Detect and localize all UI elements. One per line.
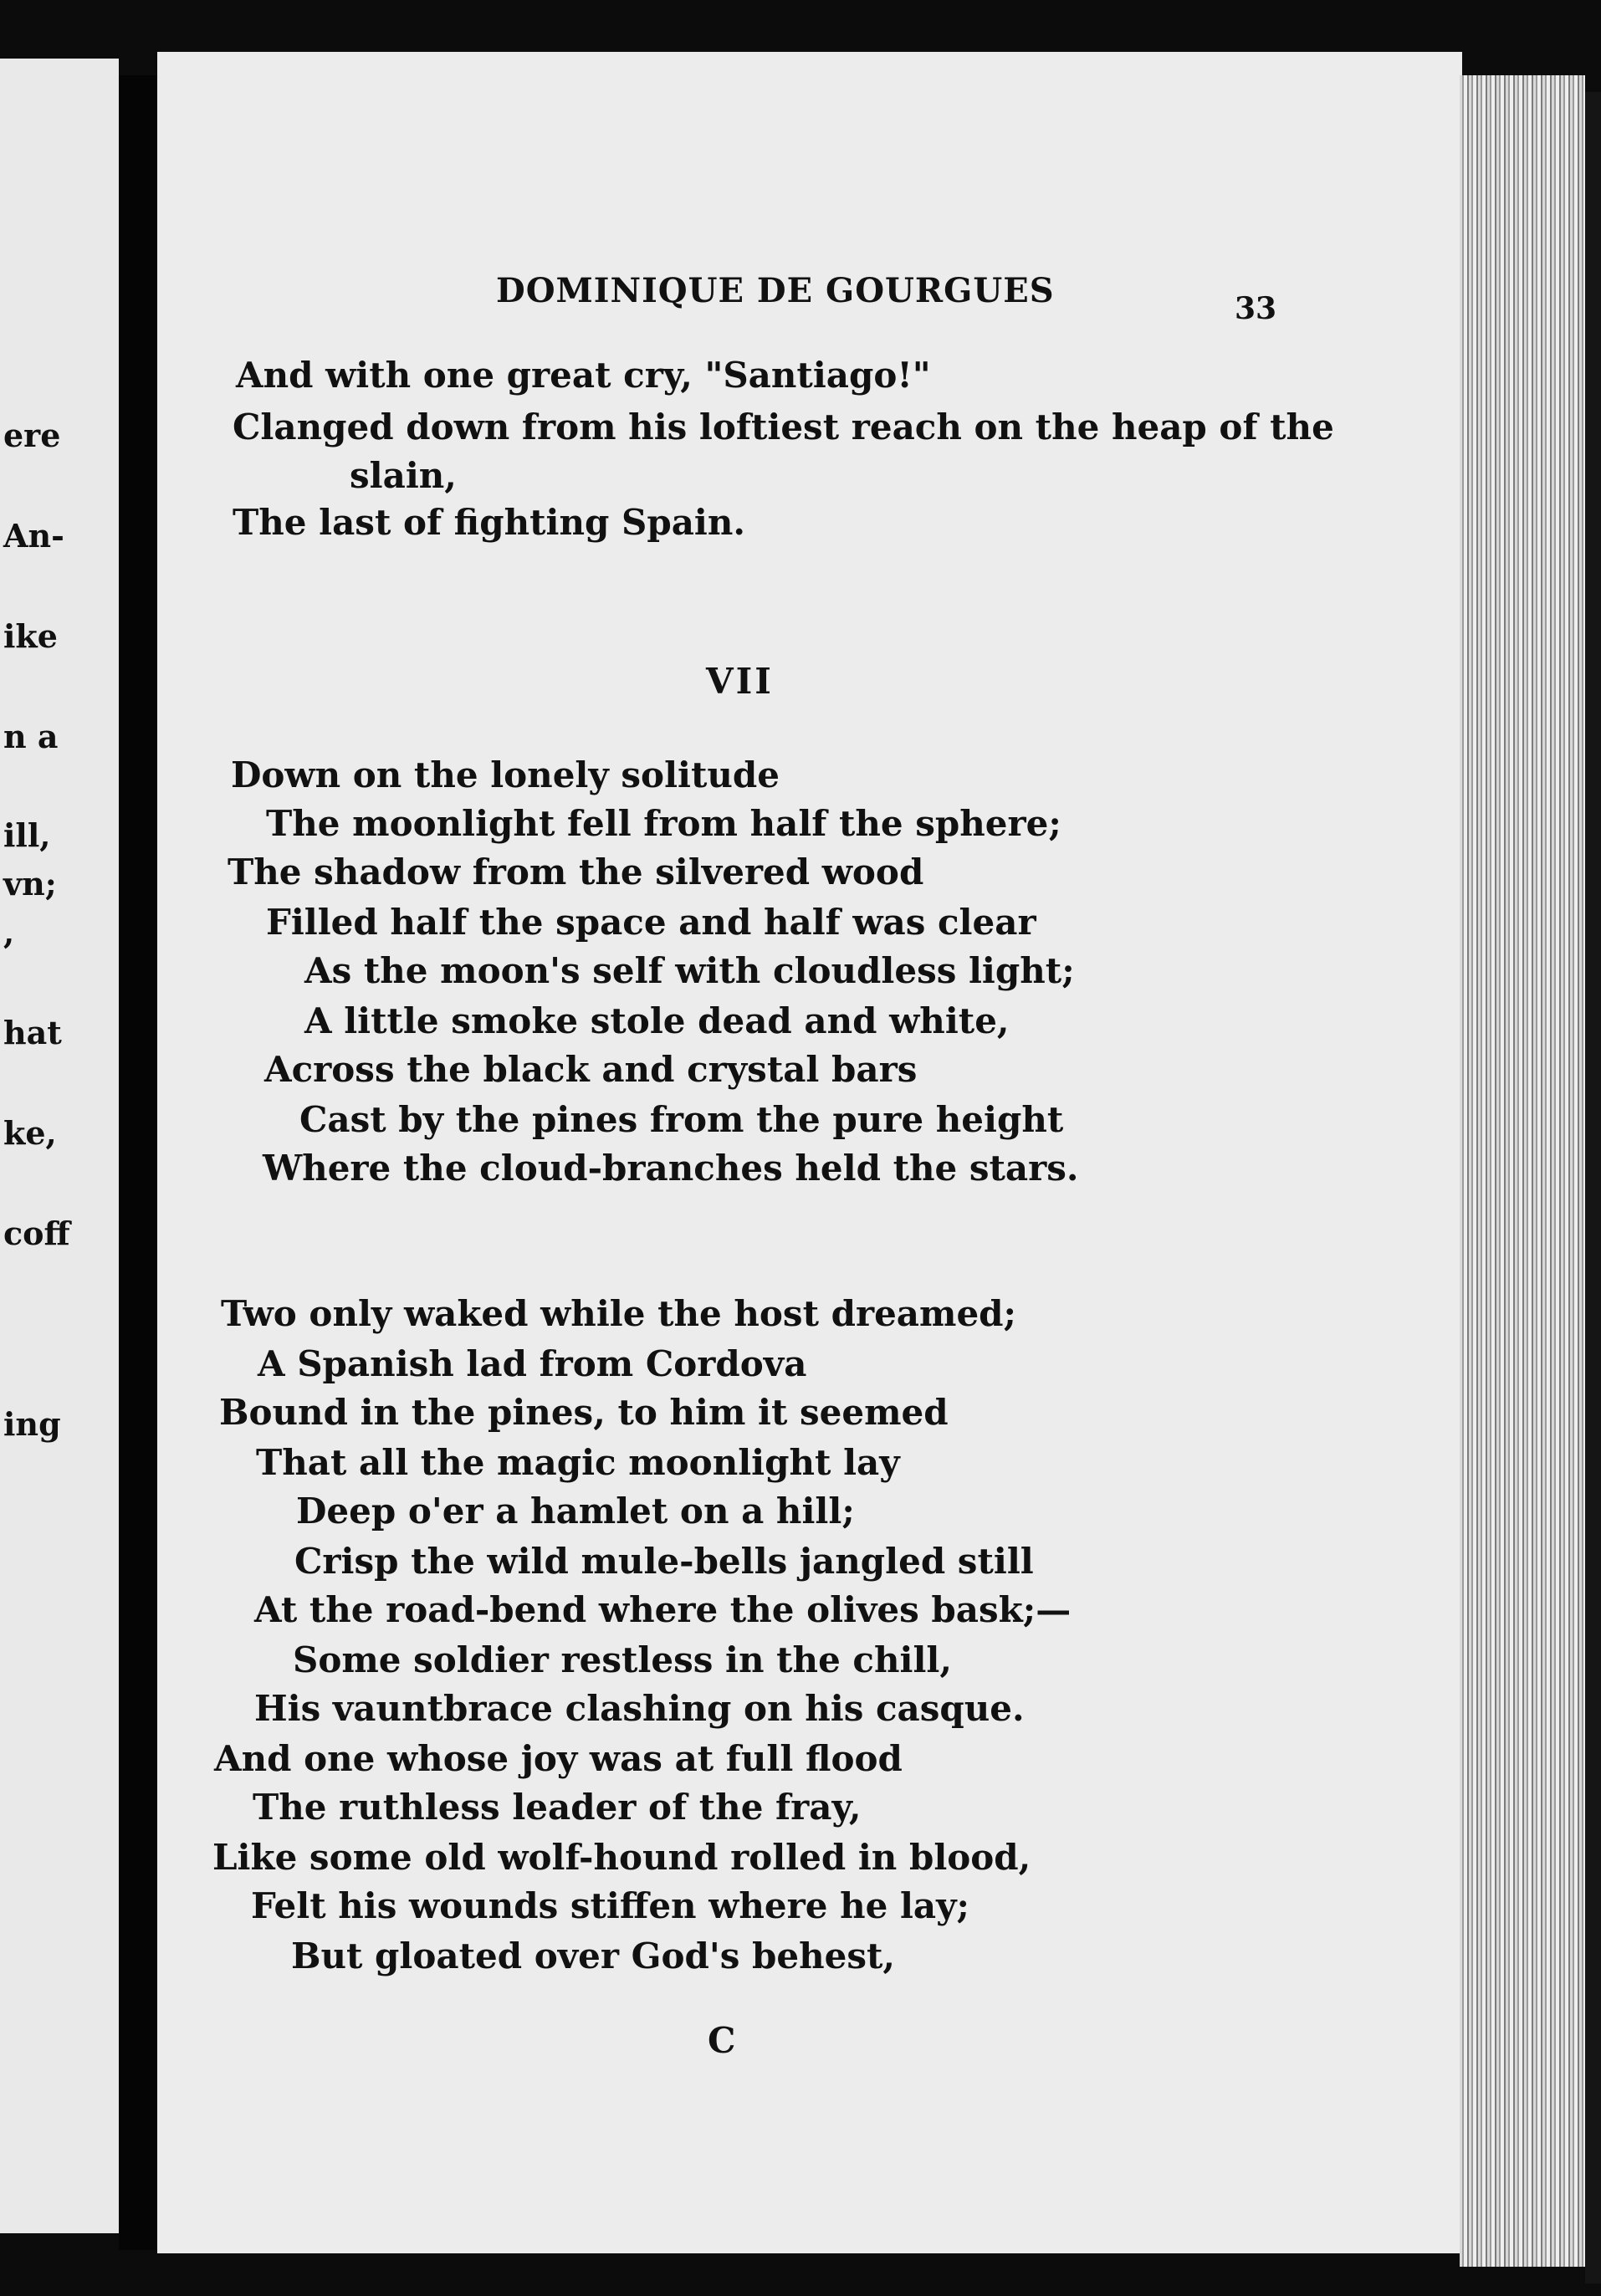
poem-line: A little smoke stole dead and white,: [304, 1000, 1010, 1041]
poem-line: At the road-bend where the olives bask;—: [254, 1589, 1072, 1630]
poem-line: Across the black and crystal bars: [264, 1049, 918, 1090]
poem-line: Crisp the wild mule-bells jangled still: [294, 1541, 1034, 1582]
left-facing-page: [0, 59, 119, 2233]
poem-line: The ruthless leader of the fray,: [253, 1787, 862, 1828]
poem-line: His vauntbrace clashing on his casque.: [254, 1688, 1025, 1729]
poem-line: Deep o'er a hamlet on a hill;: [296, 1491, 855, 1532]
poem-line: Bound in the pines, to him it seemed: [219, 1392, 949, 1433]
left-page-fragment: n a: [3, 718, 59, 755]
poem-line: Filled half the space and half was clear: [266, 902, 1036, 943]
left-page-fragment: An-: [3, 517, 64, 555]
poem-line: Where the cloud-branches held the stars.: [263, 1148, 1079, 1189]
poem-line: And with one great cry, "Santiago!": [236, 355, 931, 396]
poem-line: A Spanish lad from Cordova: [258, 1343, 807, 1384]
book-cover-edge: [1585, 92, 1601, 2283]
poem-line: Two only waked while the host dreamed;: [221, 1293, 1017, 1334]
left-page-fragment: coff: [3, 1214, 70, 1252]
poem-line: The shadow from the silvered wood: [228, 851, 924, 892]
poem-line: The moonlight fell from half the sphere;: [266, 803, 1061, 844]
left-page-fragment: vn;: [3, 865, 57, 903]
poem-line: slain,: [350, 455, 457, 496]
poem-line: Felt his wounds stiffen where he lay;: [251, 1885, 970, 1926]
left-page-fragment: ke,: [3, 1114, 57, 1152]
poem-line: As the moon's self with cloudless light;: [304, 950, 1075, 991]
poem-line: Cast by the pines from the pure height: [299, 1099, 1064, 1140]
page-edges: [1460, 75, 1585, 2267]
left-page-fragment: ill,: [3, 816, 51, 854]
signature-mark: C: [708, 2020, 736, 2061]
poem-line: Like some old wolf-hound rolled in blood,: [212, 1837, 1031, 1878]
poem-line: Some soldier restless in the chill,: [293, 1639, 953, 1680]
poem-line: Down on the lonely solitude: [231, 754, 780, 795]
poem-line: And one whose joy was at full flood: [214, 1738, 903, 1779]
left-page-fragment: ,: [3, 913, 15, 951]
left-page-fragment: ing: [3, 1405, 61, 1443]
poem-line: But gloated over God's behest,: [291, 1935, 895, 1976]
poem-line: Clanged down from his loftiest reach on the heap of the: [233, 407, 1334, 447]
left-page-fragment: ere: [3, 417, 61, 454]
running-head: DOMINIQUE DE GOURGUES: [496, 271, 1055, 310]
page-number: 33: [1235, 291, 1277, 326]
left-page-fragment: ike: [3, 617, 58, 655]
poem-line: The last of fighting Spain.: [233, 502, 746, 543]
section-heading: VII: [706, 661, 774, 702]
book-gutter: [119, 75, 159, 2250]
poem-line: That all the magic moonlight lay: [256, 1442, 900, 1483]
left-page-fragment: hat: [3, 1014, 62, 1051]
